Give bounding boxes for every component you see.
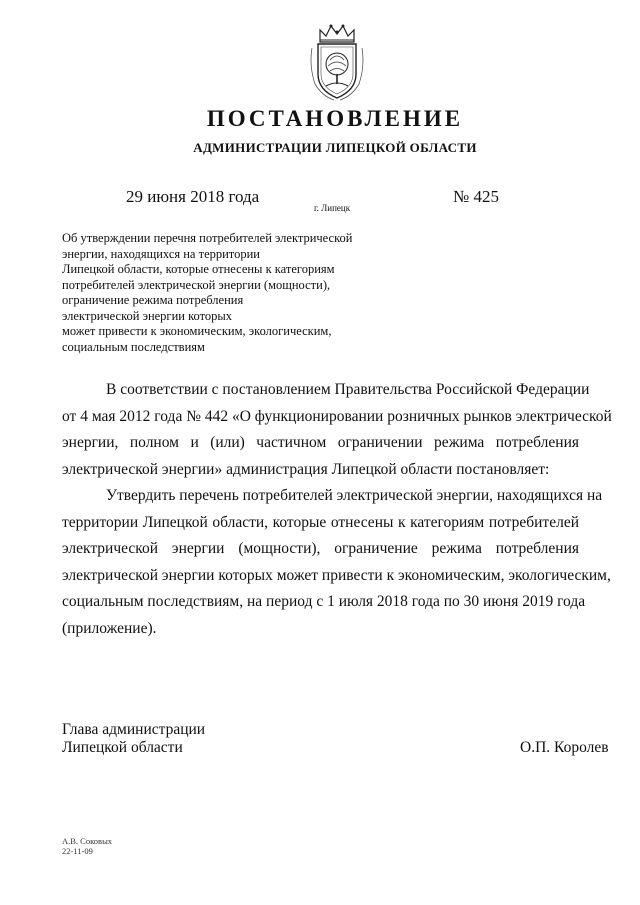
- subject-line: Липецкой области, которые отнесены к категориям: [62, 262, 335, 276]
- document-subtitle: АДМИНИСТРАЦИИ ЛИПЕЦКОЙ ОБЛАСТИ: [193, 140, 477, 155]
- subject-line: социальным последствиям: [62, 339, 205, 354]
- body-line: социальным последствиям, на период с 1 июля 2018 года по 30 июня 2019 года: [62, 593, 586, 610]
- document-date: 29 июня 2018 года: [126, 187, 260, 206]
- document-city: г. Липецк: [314, 203, 351, 213]
- subject-line: ограничение режима потребления: [62, 293, 244, 307]
- document-number: № 425: [453, 187, 499, 206]
- signatory-name: О.П. Королев: [520, 739, 609, 756]
- body-line: энергии, полном и (или) частичном ограничении режима потребления: [62, 434, 579, 451]
- body-paragraph-1: [62, 377, 612, 483]
- document-body: [62, 377, 612, 642]
- body-line: от 4 мая 2012 года № 442 «О функционировании розничных рынков электрической: [62, 407, 612, 425]
- subject-line: Об утверждении перечня потребителей электрической: [62, 231, 353, 245]
- signatory-position-line: Глава администрации: [62, 721, 206, 738]
- body-line: (приложение).: [62, 619, 157, 637]
- body-line: электрической энергии (мощности), ограничение режима потребления: [62, 540, 579, 557]
- executor-phone: 22-11-09: [62, 846, 93, 856]
- body-line: электрической энергии которых может привести к экономическим, экологическим,: [62, 566, 611, 584]
- body-line: В соответствии с постановлением Правительства Российской Федерации: [106, 381, 590, 398]
- body-line: электрической энергии» администрация Липецкой области постановляет:: [62, 460, 550, 478]
- document-subject: [62, 231, 372, 355]
- body-line: территории Липецкой области, которые отнесены к категориям потребителей: [62, 513, 579, 531]
- subject-line: электрической энергии которых: [62, 308, 233, 323]
- coat-of-arms-emblem: [306, 22, 368, 102]
- body-paragraph-2: [62, 483, 611, 642]
- document-title: ПОСТАНОВЛЕНИЕ: [206, 106, 464, 131]
- body-line: Утвердить перечень потребителей электрической энергии, находящихся на: [106, 487, 603, 504]
- signatory-position: [62, 721, 205, 757]
- executor-name: А.В. Соковых: [62, 836, 113, 846]
- executor-info: [62, 836, 112, 856]
- subject-line: энергии, находящихся на территории: [62, 246, 260, 261]
- subject-line: может привести к экономическим, экологическим,: [62, 324, 332, 338]
- subject-line: потребителей электрической энергии (мощности),: [62, 277, 331, 292]
- signatory-position-line: Липецкой области: [62, 739, 183, 756]
